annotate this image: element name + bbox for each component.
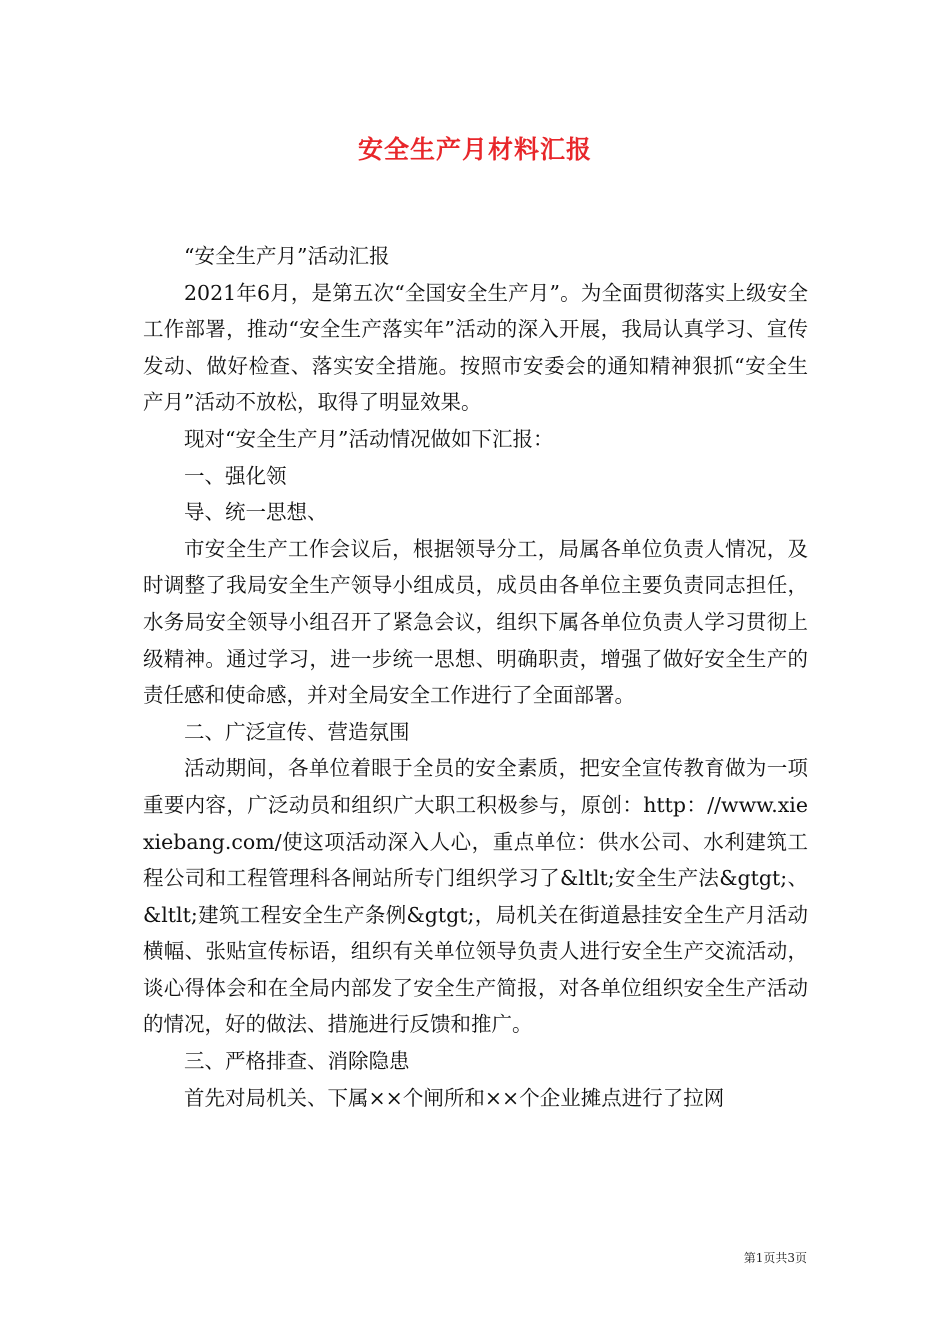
section-heading-3: 三、严格排查、消除隐患 — [184, 1049, 410, 1074]
paragraph-report-heading: “安全生产月”活动汇报 — [184, 244, 390, 268]
paragraph-leadership: 市安全生产工作会议后，根据领导分工，局属各单位负责人情况，及时调整了我局安全生产领导小组成员，成员由各单位主要负责同志担任，水务局安全领导小组召开了紧急会议，组织下属各单位负责人学习贯彻上级精神。通过学习，进一步统一思想、明确职责，增强了做好安全生产的责任感和使命感，并对全局安全工作进行了全面部署。 — [143, 536, 808, 708]
page-number: 第1页共3页 — [743, 1251, 807, 1265]
section-heading-1b: 导、统一思想、 — [184, 500, 328, 525]
section-heading-2: 二、广泛宣传、营造氛围 — [184, 719, 410, 744]
section-heading-1a: 一、强化领 — [184, 463, 287, 488]
document-title: 安全生产月材料汇报 — [357, 135, 592, 164]
paragraph-publicity: 活动期间，各单位着眼于全员的安全素质，把安全宣传教育做为一项重要内容，广泛动员和组织广大职工积极参与，原创：http：//www.xiexiebang.com/使这项活动深入人心，重点单位：供水公司、水利建筑工程公司和工程管理科各闸站所专门组织学习了&ltlt;安全生产法&gtgt;、&ltlt;建筑工程安全生产条例&gtgt;，局机关在街道悬挂安全生产月活动横幅、张贴宣传标语，组织有关单位领导负责人进行安全生产交流活动，谈心得体会和在全局内部发了安全生产简报，对各单位组织安全生产活动的情况，好的做法、措施进行反馈和推广。 — [143, 756, 808, 1037]
paragraph-inspection: 首先对局机关、下属××个闸所和××个企业摊点进行了拉网 — [184, 1085, 725, 1110]
paragraph-intro: 2021年6月，是第五次“全国安全生产月”。为全面贯彻落实上级安全工作部署，推动“安全生产落实年”活动的深入开展，我局认真学习、宣传发动、做好检查、落实安全措施。按照市安委会的通知精神狠抓“安全生产月”活动不放松，取得了明显效果。 — [143, 280, 808, 415]
document-body — [143, 238, 808, 1116]
paragraph-report-lead: 现对“安全生产月”活动情况做如下汇报： — [184, 426, 554, 451]
